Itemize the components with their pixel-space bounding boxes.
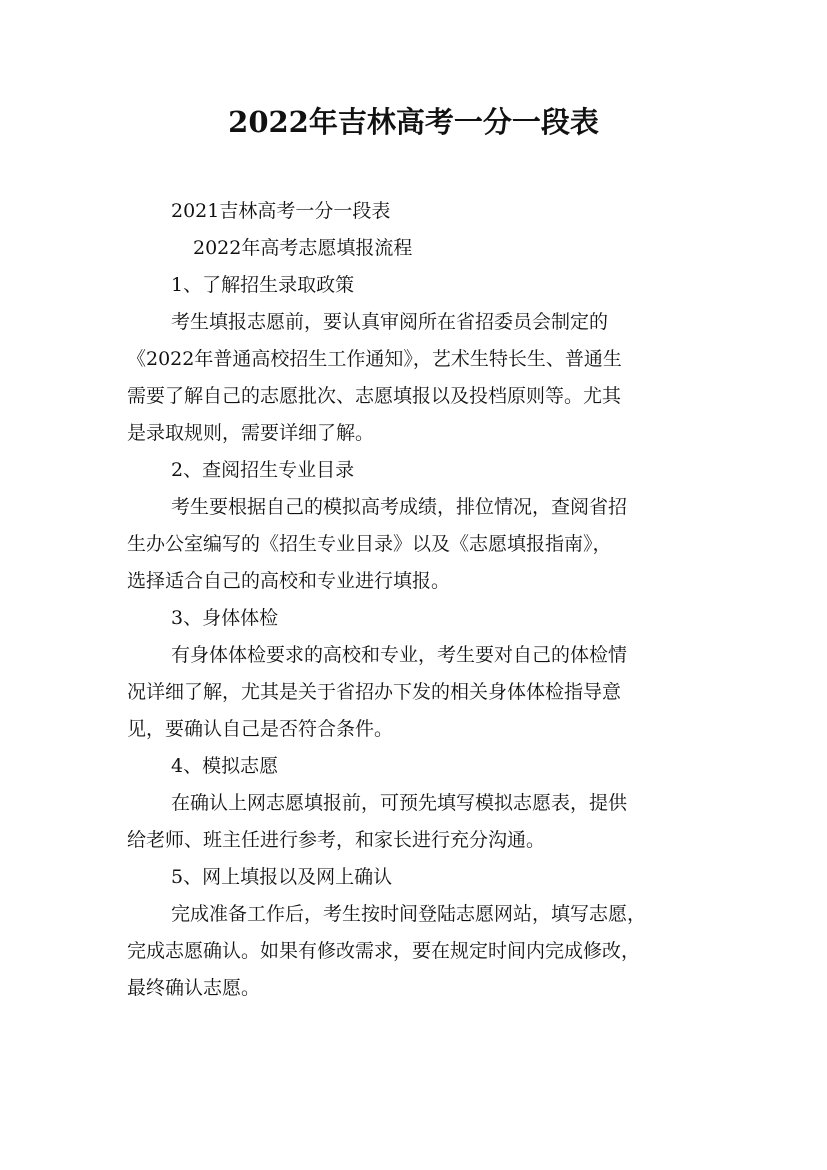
- paragraph-line: 需要了解自己的志愿批次、志愿填报以及投档原则等。尤其: [127, 385, 622, 407]
- document-title: 2022年吉林高考一分一段表: [228, 105, 599, 139]
- step-heading-3: 3、身体体检: [171, 607, 279, 629]
- subtitle-line: 2021吉林高考一分一段表: [171, 200, 391, 222]
- paragraph-line: 完成准备工作后，考生按时间登陆志愿网站，填写志愿，: [171, 903, 647, 925]
- paragraph-line: 考生要根据自己的模拟高考成绩，排位情况，查阅省招: [171, 496, 628, 518]
- paragraph-line: 《2022年普通高校招生工作通知》，艺术生特长生、普通生: [127, 348, 622, 370]
- paragraph-line: 最终确认志愿。: [127, 977, 261, 999]
- paragraph-line: 选择适合自己的高校和专业进行填报。: [127, 570, 451, 592]
- paragraph-line: 完成志愿确认。如果有修改需求，要在规定时间内完成修改，: [127, 940, 641, 962]
- paragraph-line: 见，要确认自己是否符合条件。: [127, 718, 394, 740]
- paragraph-line: 有身体体检要求的高校和专业，考生要对自己的体检情: [171, 644, 628, 666]
- document-body: [127, 196, 703, 1004]
- section-heading: 2022年高考志愿填报流程: [193, 237, 413, 259]
- step-heading-4: 4、模拟志愿: [171, 755, 279, 777]
- paragraph-line: 给老师、班主任进行参考，和家长进行充分沟通。: [127, 829, 546, 851]
- paragraph-line: 生办公室编写的《招生专业目录》以及《志愿填报指南》，: [127, 533, 612, 555]
- paragraph-line: 在确认上网志愿填报前，可预先填写模拟志愿表，提供: [171, 792, 628, 814]
- paragraph-line: 考生填报志愿前，要认真审阅所在省招委员会制定的: [171, 311, 609, 333]
- paragraph-line: 况详细了解，尤其是关于省招办下发的相关身体体检指导意: [127, 681, 622, 703]
- step-heading-5: 5、网上填报以及网上确认: [171, 866, 393, 888]
- step-heading-2: 2、查阅招生专业目录: [171, 459, 355, 481]
- step-heading-1: 1、了解招生录取政策: [171, 274, 355, 296]
- paragraph-line: 是录取规则，需要详细了解。: [127, 422, 375, 444]
